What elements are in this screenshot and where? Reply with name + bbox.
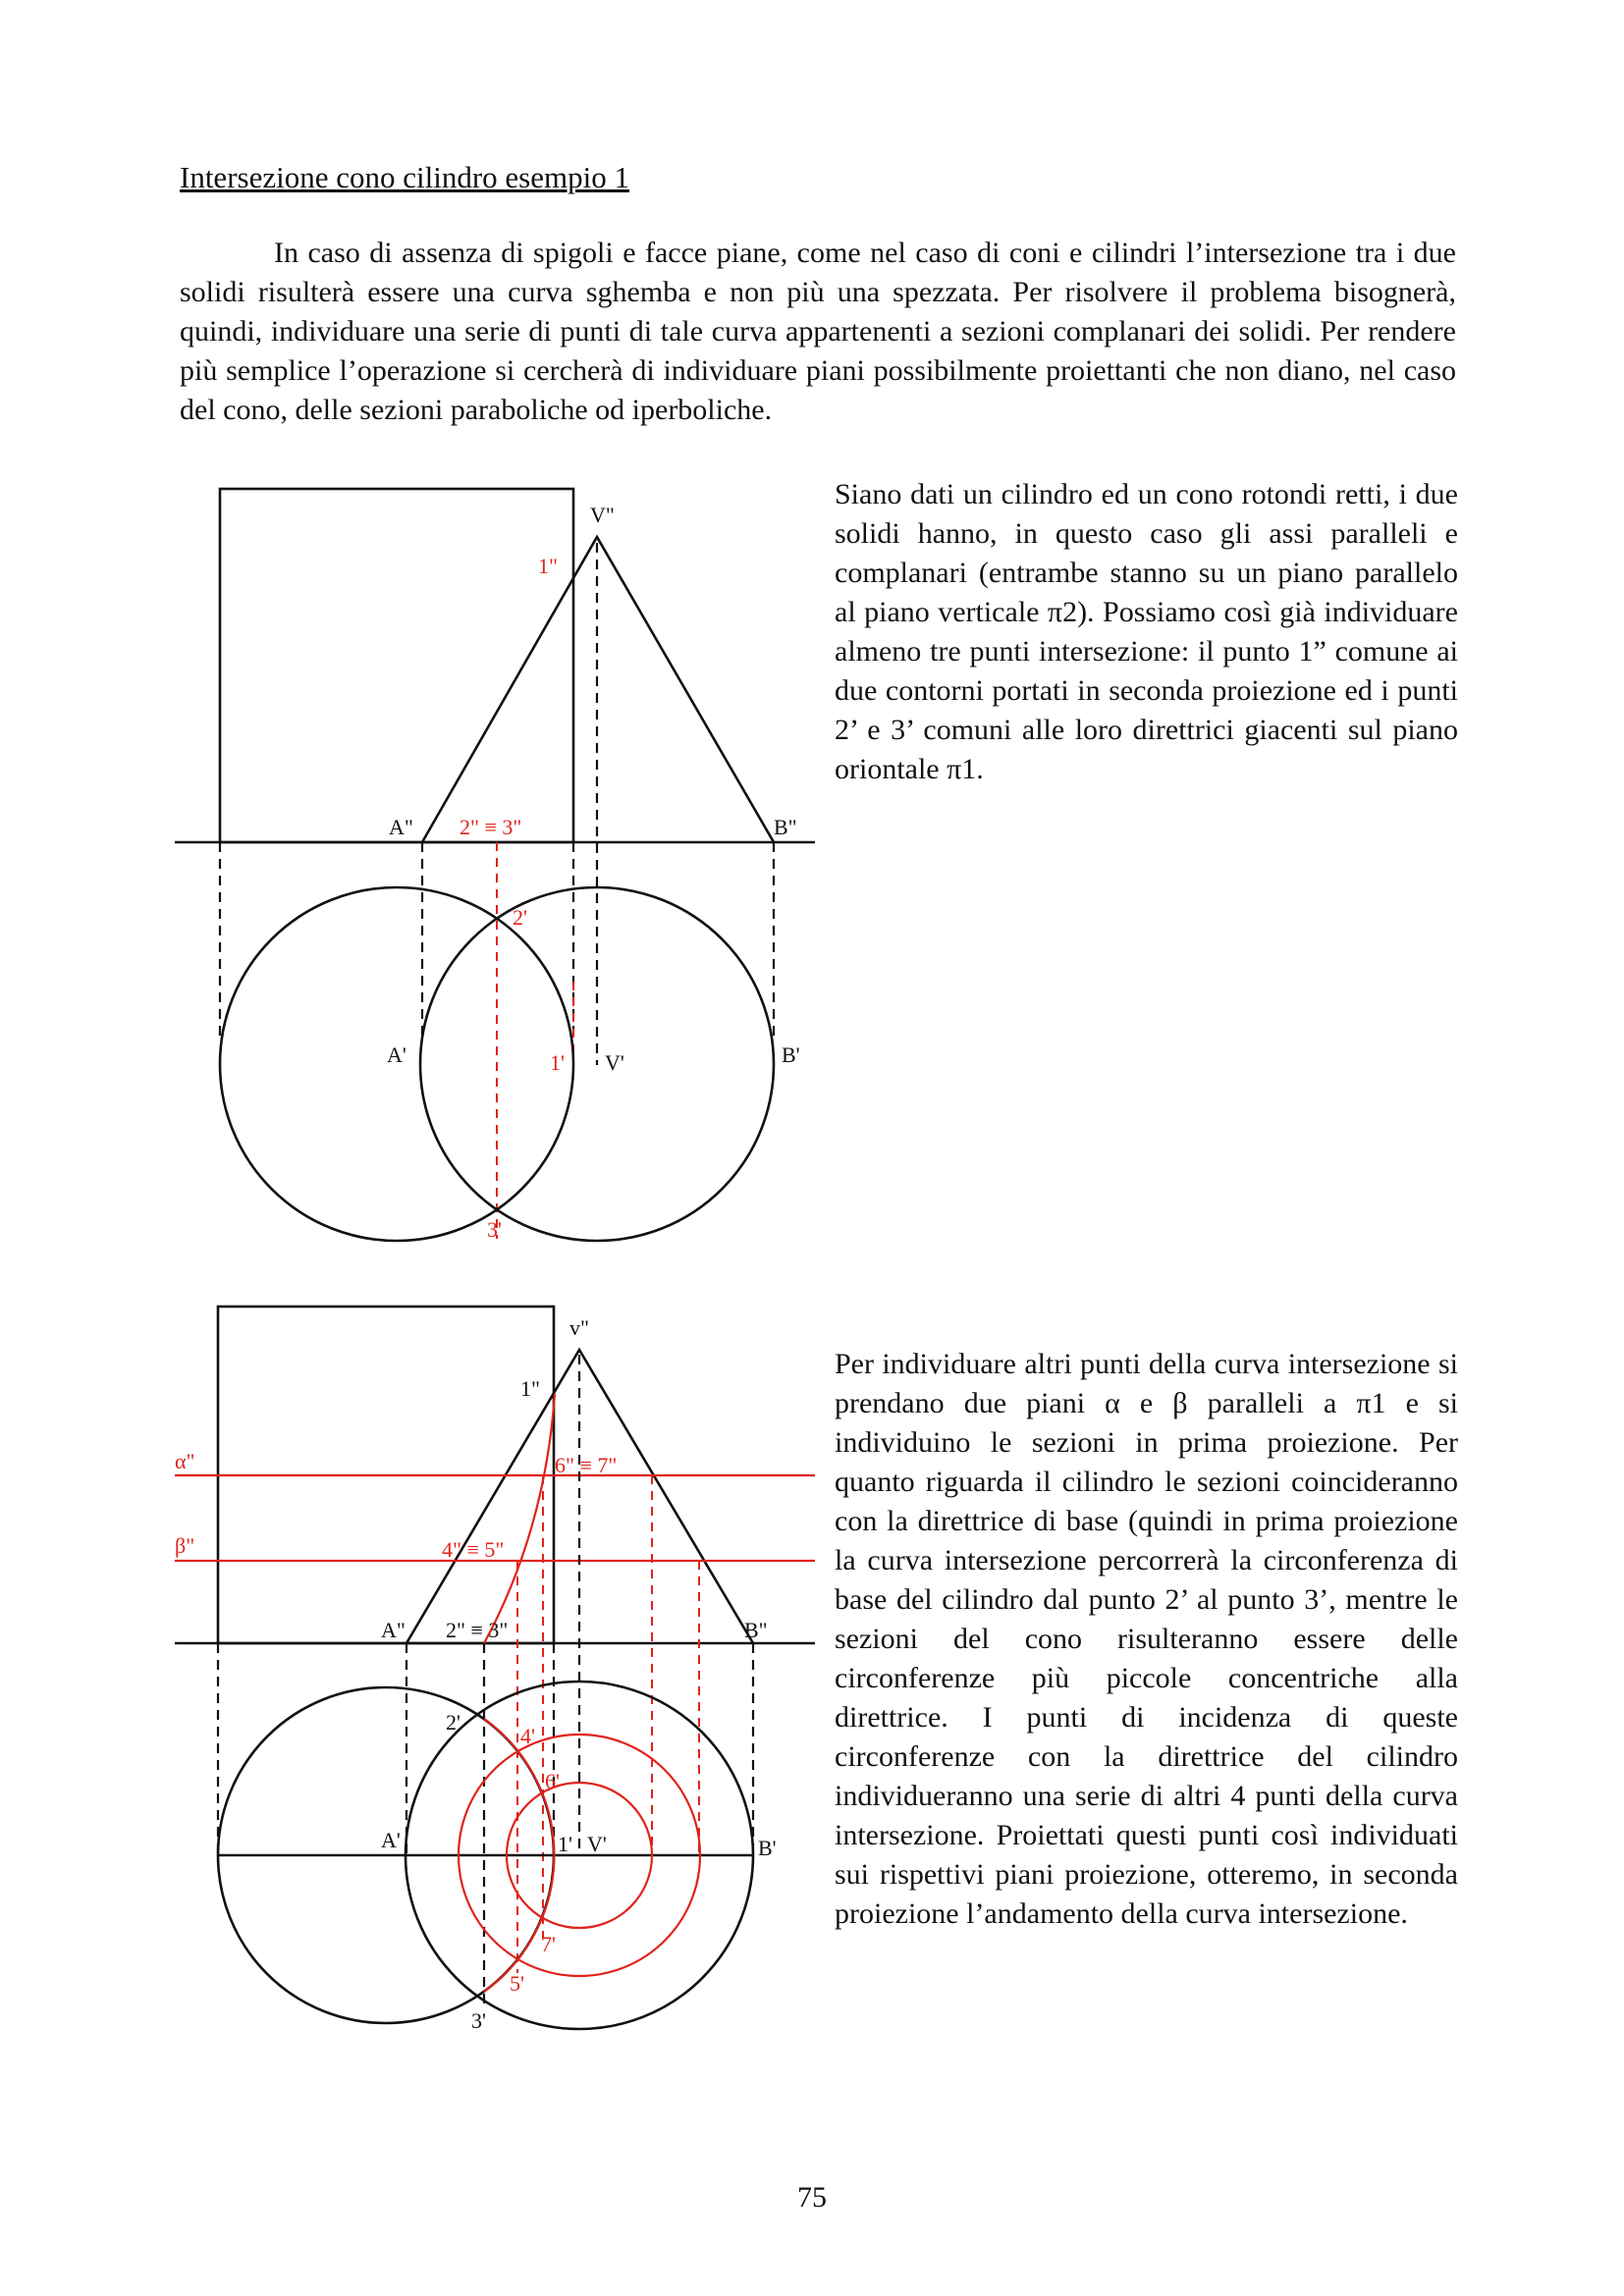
section-title: Intersezione cono cilindro esempio 1 <box>180 160 629 194</box>
fig2-label-1-2: 1" <box>520 1376 540 1401</box>
fig2-label-1-1: 1' <box>558 1832 572 1856</box>
figure2-drawing <box>175 1307 815 2033</box>
fig2-label-4-5-2: 4" ≡ 5" <box>442 1537 505 1562</box>
fig1-label-a2: A" <box>389 815 413 839</box>
fig2-label-v1: V' <box>587 1832 607 1856</box>
figure1-drawing <box>175 489 815 1242</box>
fig2-label-beta: β" <box>175 1533 195 1558</box>
fig2-label-a1: A' <box>381 1828 401 1852</box>
fig2-label-3-1: 3' <box>471 2008 486 2033</box>
fig2-label-6-7-2: 6" ≡ 7" <box>555 1453 618 1477</box>
fig2-label-4-1: 4' <box>520 1724 535 1748</box>
fig2-label-a2: A" <box>381 1618 406 1642</box>
fig1-label-b1: B' <box>782 1042 800 1067</box>
fig1-label-3-1: 3' <box>487 1217 502 1242</box>
page-number: 75 <box>797 2181 827 2214</box>
intro-paragraph: In caso di assenza di spigoli e facce piane, come nel caso di coni e cilindri l’intersezione tra i due solidi risulterà essere una curva sghemba e non più una spezzata. Per risolvere il problema bisognerà, quindi, individuare una serie di punti di tale curva appartenenti a sezioni complanari dei solidi. Per rendere più semplice l’operazione si cercherà di individuare piani possibilmente proiettanti che non diano, nel caso del cono, delle sezioni paraboliche od iperboliche. <box>180 237 1456 426</box>
figure2-description: Per individuare altri punti della curva intersezione si prendano due piani α e β paralleli a π1 e si individuino le sezioni in prima proiezione. Per quanto riguarda il cilindro le sezioni coincideranno con la direttrice di base (quindi in prima proiezione la curva intersezione percorrerà la circonferenza di base del cilindro dal punto 2’ al punto 3’, mentre le sezioni del cono risulteranno essere delle circonferenze più piccole concentriche alla direttrice. I punti di incidenza di queste circonferenze con la direttrice del cilindro individueranno una serie di altri 4 punti della curva intersezione. Proiettati questi punti così individuati sui rispettivi piani proiezione, otteremo, in seconda proiezione l’andamento della curva intersezione. <box>835 1348 1458 1930</box>
fig2-label-2-1: 2' <box>446 1710 460 1735</box>
fig1-label-b2: B" <box>774 815 797 839</box>
fig2-label-alpha: α" <box>175 1449 195 1473</box>
fig2-label-6-1: 6' <box>545 1769 560 1793</box>
figure1-description: Siano dati un cilindro ed un cono rotondi retti, i due solidi hanno, in questo caso gli assi paralleli e complanari (entrambe stanno su un piano parallelo al piano verticale π2). Possiamo così già individuare almeno tre punti intersezione: il punto 1” comune ai due contorni portati in seconda proiezione ed i punti 2’ e 3’ comuni alle loro direttrici giacenti sul piano oriontale π1. <box>835 478 1458 785</box>
fig1-label-1-1: 1' <box>550 1050 565 1075</box>
fig1-cylinder-elevation <box>220 489 573 842</box>
fig1-label-2-3-2: 2" ≡ 3" <box>460 815 522 839</box>
fig2-label-5-1: 5' <box>510 1971 524 1996</box>
fig2-label-b1: B' <box>758 1836 777 1860</box>
fig1-label-2-1: 2' <box>513 905 527 930</box>
fig1-label-v1: V' <box>605 1050 624 1075</box>
fig2-intersection-curve <box>484 1394 555 1643</box>
fig2-label-2-3-2: 2" ≡ 3" <box>446 1618 509 1642</box>
fig1-label-a1: A' <box>387 1042 406 1067</box>
fig2-label-v2: v" <box>569 1315 589 1340</box>
fig2-label-7-1: 7' <box>541 1932 556 1956</box>
fig1-label-v2: V" <box>590 503 615 527</box>
fig1-label-1-2: 1" <box>538 554 558 578</box>
fig2-label-b2: B" <box>744 1618 768 1642</box>
